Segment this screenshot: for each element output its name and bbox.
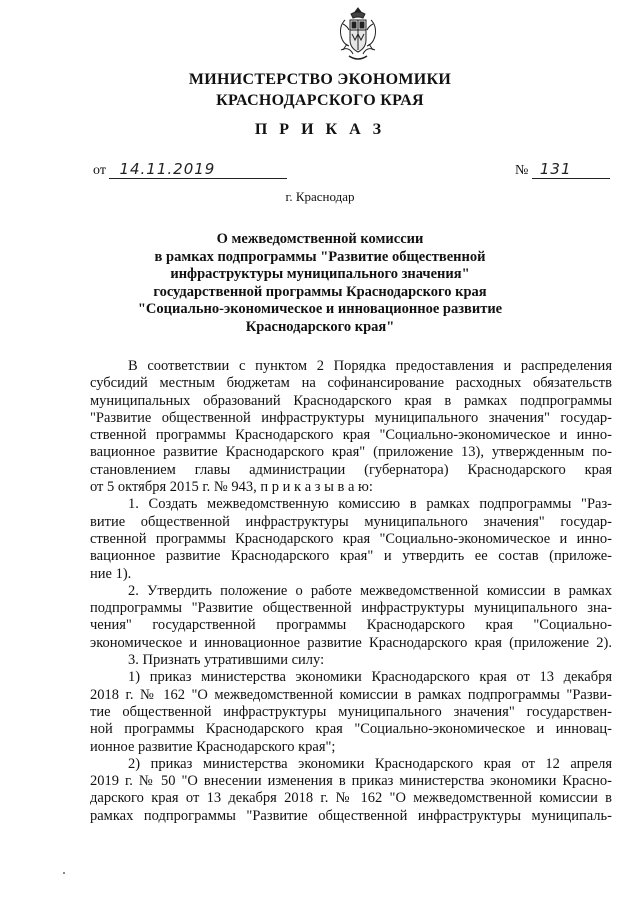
ministry-name-line2: КРАСНОДАРСКОГО КРАЯ [216, 92, 424, 109]
body-line: 2018 г. № 162 "О межведомственной комиссии в рамках подпрограммы "Разви- [90, 686, 612, 703]
body-line: "Развитие общественной инфраструктуры муниципального значения" государ- [90, 409, 612, 426]
subject-line: государственной программы Краснодарского края [153, 283, 487, 300]
body-line: 2) приказ министерства экономики Краснодарского края от 12 апреля [128, 755, 612, 772]
subject-line: "Социально-экономическое и инновационное развитие [137, 301, 503, 317]
date-label: от [93, 163, 106, 178]
body-line: В соответствии с пунктом 2 Порядка предоставления и распределения [128, 358, 612, 374]
body-line: субсидий местным бюджетам на софинансирование расходных обязательств [90, 375, 612, 392]
number-value: 131 [532, 160, 610, 179]
body-line: 1. Создать межведомственную комиссию в рамках подпрограммы "Раз- [128, 496, 612, 513]
body-line: вационное развитие Краснодарского края" (приложение 13), утвержденным по- [90, 444, 612, 461]
body-line: тие общественной инфраструктуры муниципального значения" государствен- [90, 703, 612, 720]
body-line: становлением главы администрации (губернатора) Краснодарского края [90, 461, 612, 478]
order-title: П Р И К А З [254, 121, 386, 138]
body-line: 2. Утвердить положение о работе межведомственной комиссии в рамках [128, 582, 612, 599]
body-line: витие общественной инфраструктуры муниципального значения" государ- [90, 513, 612, 530]
city: г. Краснодар [285, 189, 355, 204]
coat-of-arms-icon [337, 6, 379, 64]
number-label: № [515, 163, 529, 178]
date-value: 14.11.2019 [109, 160, 287, 179]
body-line: ственной программы Краснодарского края "Социально-экономическое и инно- [90, 427, 612, 444]
subject-line: Краснодарского края" [245, 318, 395, 335]
subject-line: инфраструктуры муниципального значения" [170, 266, 470, 282]
body-line: дарского края от 13 декабря 2018 г. № 162 "О межведомственной комиссии в [90, 790, 612, 807]
body-line: экономическое и инновационное развитие Краснодарского края (приложение 2). [90, 634, 612, 651]
order-subject [0, 231, 640, 336]
body-line: 2019 г. № 50 "О внесении изменения в приказ министерства экономики Красно- [90, 773, 612, 790]
body-line: чения" государственной программы Краснодарского края "Социально- [90, 617, 612, 634]
body-line: 1) приказ министерства экономики Краснодарского края от 13 декабря [128, 669, 612, 686]
body-line: ионное развитие Краснодарского края"; [90, 738, 336, 755]
order-body [90, 358, 612, 825]
body-line: рамках подпрограммы "Развитие общественной инфраструктуры муниципаль- [90, 807, 612, 824]
body-line: 3. Признать утратившими силу: [128, 652, 325, 669]
body-line: ственной программы Краснодарского края "Социально-экономическое и инно- [90, 530, 612, 547]
order-date [93, 160, 287, 179]
scan-artifact [63, 872, 65, 874]
subject-line: О межведомственной комиссии [216, 231, 424, 247]
order-number [515, 160, 610, 179]
body-line: муниципальных образований Краснодарского края в рамках подпрограммы [90, 392, 612, 409]
body-line: от 5 октября 2015 г. № 943, п р и к а з ы в а ю: [90, 479, 373, 496]
ministry-name-line1: МИНИСТЕРСТВО ЭКОНОМИКИ [188, 71, 452, 88]
subject-line: в рамках подпрограммы "Развитие общественной [154, 248, 486, 265]
body-line: ной программы Краснодарского края "Социально-экономическое и инновац- [90, 721, 612, 738]
body-line: вационное развитие Краснодарского края" и утвердить ее состав (приложе- [90, 548, 612, 565]
body-line: ние 1). [90, 565, 132, 582]
body-line: подпрограммы "Развитие общественной инфраструктуры муниципального зна- [90, 600, 612, 617]
